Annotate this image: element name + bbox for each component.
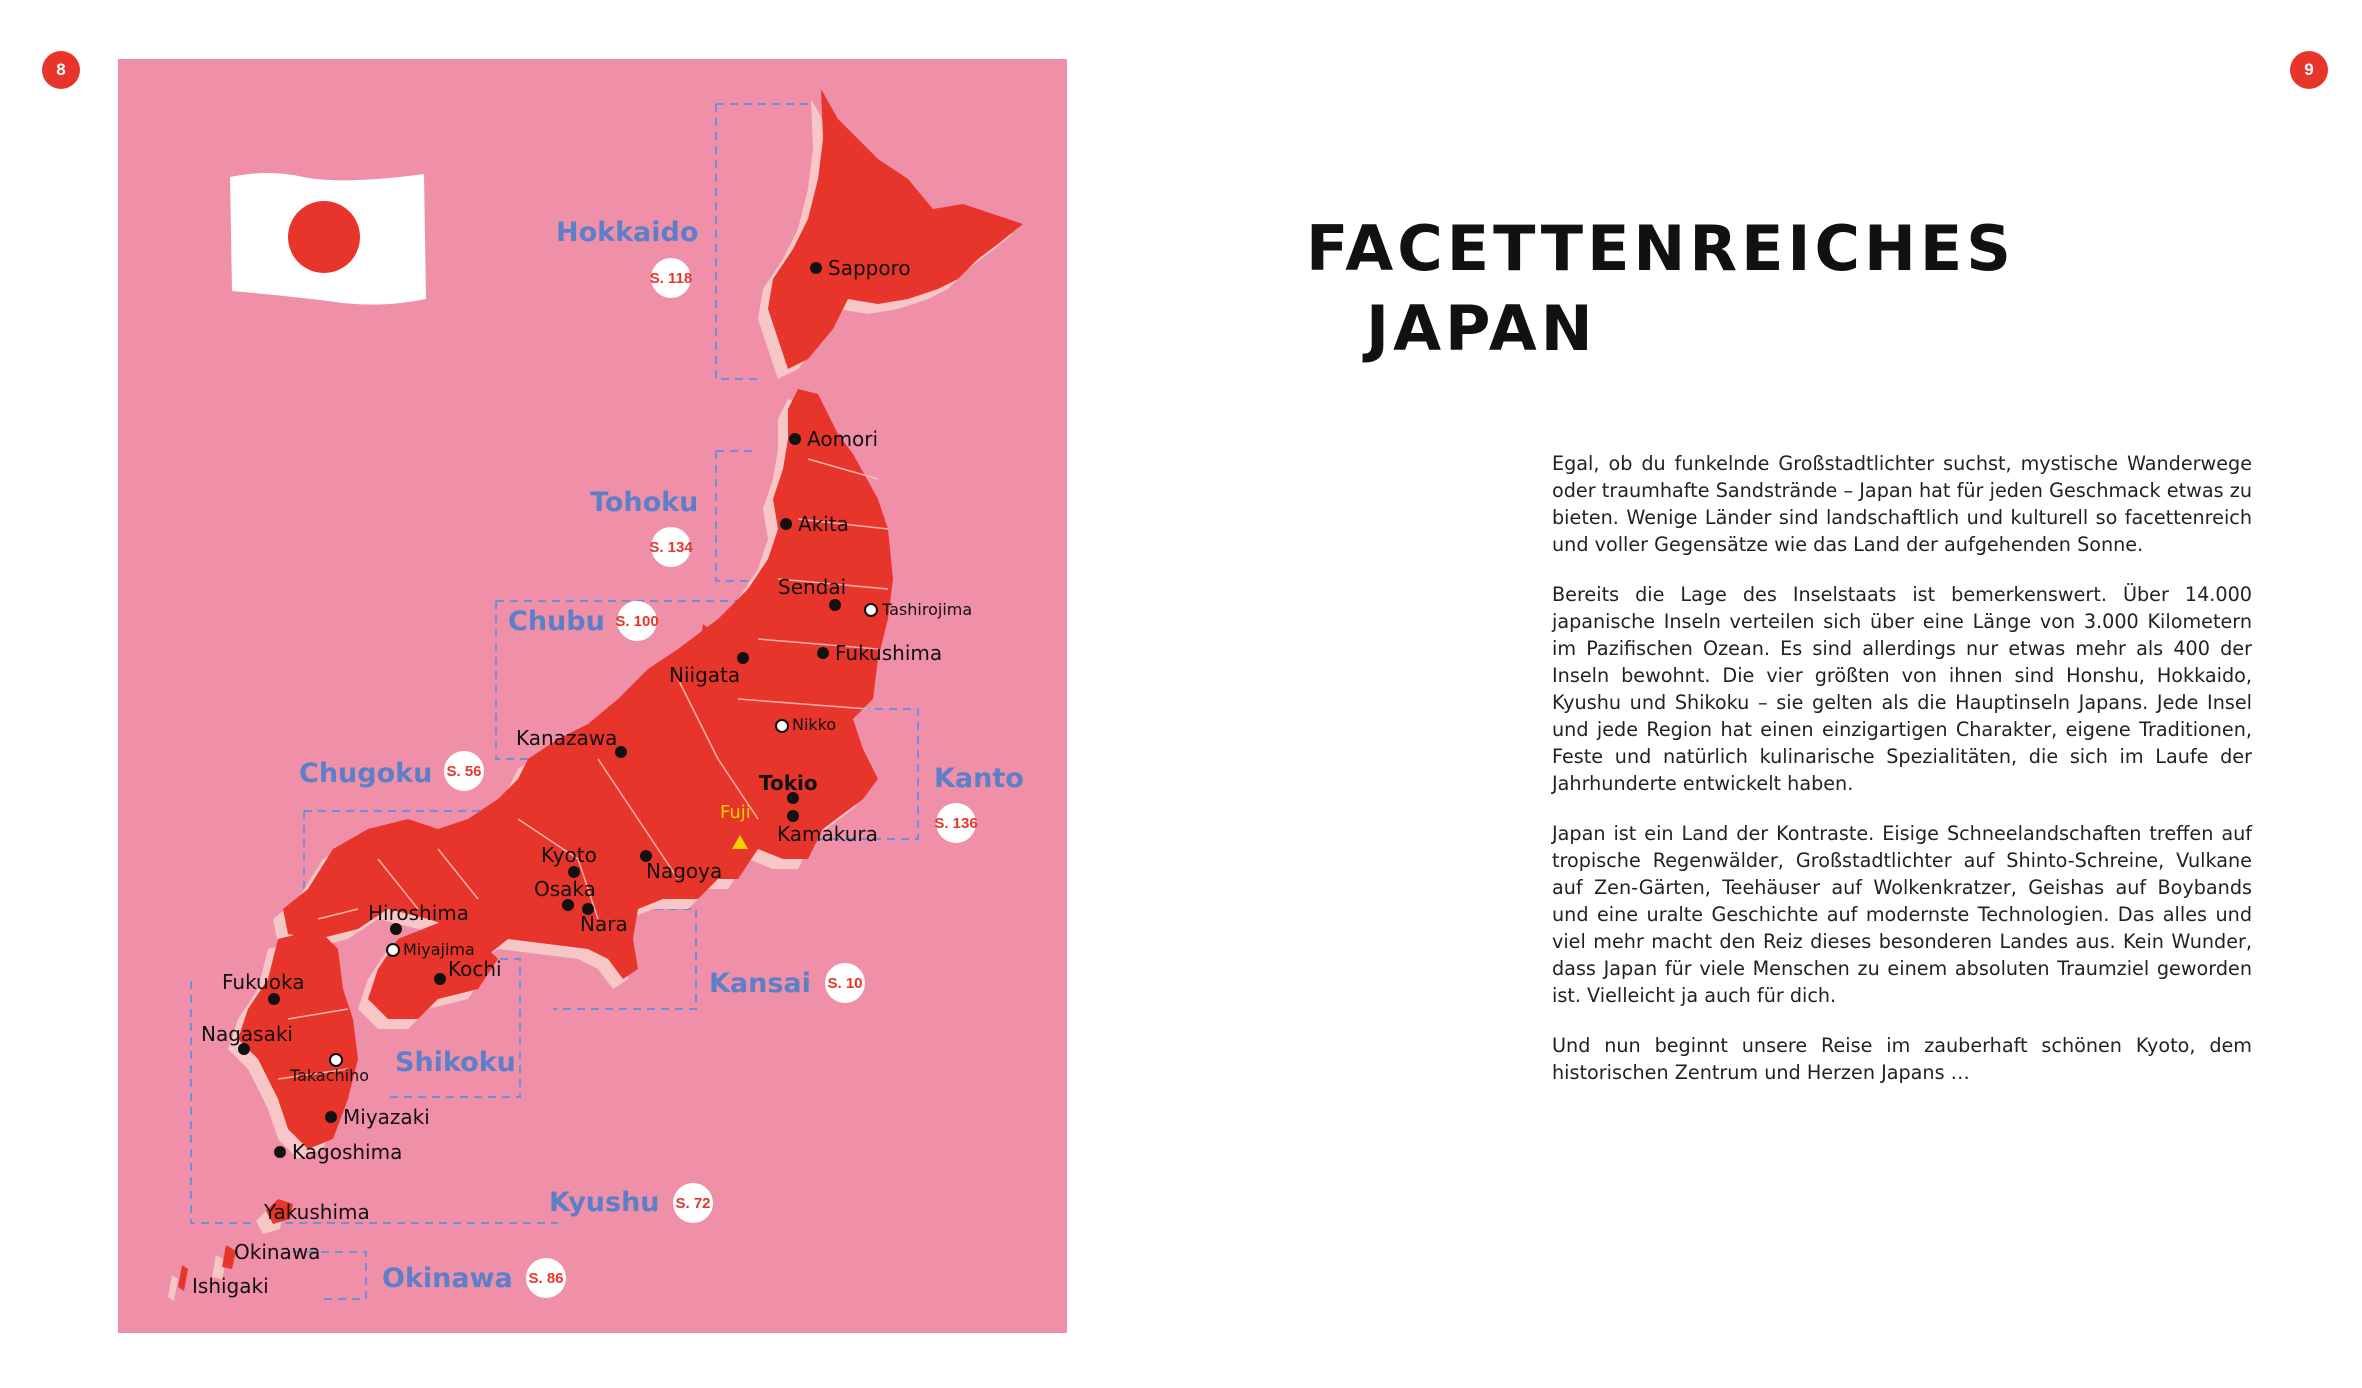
city-dot-miyazaki [325, 1111, 337, 1123]
page-badge-text-chubu: S. 100 [615, 613, 659, 630]
city-label-sapporo: Sapporo [828, 256, 911, 280]
paragraph-4: Und nun beginnt unsere Reise im zauberhaft schönen Kyoto, dem historischen Zentrum und Herzen Japans … [1552, 1034, 2252, 1084]
title-line2: JAPAN [1366, 292, 1597, 365]
city-label-kagoshima: Kagoshima [292, 1140, 403, 1164]
sight-marker-tashirojima [865, 604, 877, 616]
city-dot-fukushima [817, 647, 829, 659]
city-label-fukuoka: Fukuoka [222, 970, 305, 994]
sight-label-tashirojima: Tashirojima [882, 600, 973, 619]
city-label-nagoya: Nagoya [646, 859, 723, 883]
sight-label-takachiho: Takachiho [290, 1066, 370, 1085]
city-label-niigata: Niigata [669, 663, 741, 687]
page-badge-text-kyushu: S. 72 [675, 1195, 711, 1212]
page-badge-text-hokkaido: S. 118 [649, 270, 693, 287]
city-dot-aomori [789, 433, 801, 445]
city-dot-kochi [434, 973, 446, 985]
sight-marker-takachiho [330, 1054, 342, 1066]
city-dot-kagoshima [274, 1146, 286, 1158]
paragraph-2: Bereits die Lage des Inselstaats ist bemerkenswert. Über 14.000 japanische Inseln verteilen sich über eine Länge von 3.000 Kilometern im Pazifischen Ozean. Es sind allerdings nur etwas mehr als 400 der Inseln bewohnt. Die vier größten von ihnen sind Honshu, Hokkaido, Kyushu und Shikoku – sie gelten als die Hauptinseln Japans. Jede Insel und jede Region hat einen einzigartigen Charakter, eigene Traditionen, Feste und natürlich kulinarische Spezialitäten, die sich im Laufe der Jahrhunderte entwickelt haben. [1552, 583, 2252, 795]
page-badge-text-tohoku: S. 134 [649, 539, 693, 556]
city-label-kyoto: Kyoto [541, 843, 597, 867]
city-label-akita: Akita [798, 512, 849, 536]
city-label-osaka: Osaka [534, 877, 596, 901]
sight-marker-nikko [776, 720, 788, 732]
city-label-sendai: Sendai [778, 575, 847, 599]
city-label-aomori: Aomori [807, 427, 879, 451]
page-badge-text-kanto: S. 136 [934, 815, 978, 832]
page-badge-text-kansai: S. 10 [827, 975, 863, 992]
paragraph-1: Egal, ob du funkelnde Großstadtlichter suchst, mystische Wanderwege oder traumhafte Sandstrände – Japan hat für jeden Geschmack etwas zu bieten. Wenige Länder sind landschaftlich und kulturell so facettenreich und voller Gegensätze wie das Land der aufgehenden Sonne. [1552, 452, 2252, 556]
region-label-kansai: Kansai [709, 968, 811, 999]
ishigaki-island [178, 1265, 188, 1291]
hokkaido-island [768, 89, 1023, 369]
fuji-label: Fuji [720, 802, 751, 823]
region-label-kanto: Kanto [934, 763, 1024, 794]
city-label-hiroshima: Hiroshima [368, 901, 470, 925]
region-label-okinawa: Okinawa [382, 1263, 513, 1294]
page-number-right: 9 [2290, 51, 2328, 89]
region-label-chugoku: Chugoku [299, 758, 433, 789]
paragraph-3: Japan ist ein Land der Kontraste. Eisige Schneelandschaften treffen auf tropische Regenwälder, Großstadtlichter auf Shinto-Schreine, Vulkane auf Zen-Gärten, Teehäuser auf Wolkenkratzer, Geishas auf Boybands und eine uralte Geschichte auf modernste Technologien. Das alles und viel mehr macht den Reiz dieses besonderen Landes aus. Kein Wunder, dass Japan für viele Menschen zu einem absoluten Traumziel geworden ist. Vielleicht ja auch für dich. [1552, 822, 2252, 1007]
city-label-ishigaki: Ishigaki [192, 1274, 269, 1298]
region-label-tohoku: Tohoku [590, 487, 699, 518]
japan-map [118, 59, 1067, 1333]
page-badge-text-okinawa: S. 86 [528, 1270, 564, 1287]
city-label-okinawa: Okinawa [234, 1240, 321, 1264]
city-label-fukushima: Fukushima [835, 641, 943, 665]
city-label-miyazaki: Miyazaki [343, 1105, 430, 1129]
city-label-nagasaki: Nagasaki [201, 1022, 293, 1046]
title-line1: FACETTENREICHES [1306, 212, 2015, 285]
city-dot-sapporo [810, 262, 822, 274]
body-text [1552, 450, 2252, 1109]
region-label-kyushu: Kyushu [549, 1187, 660, 1218]
city-label-kochi: Kochi [448, 957, 502, 981]
region-label-shikoku: Shikoku [395, 1047, 516, 1078]
city-dot-fukuoka [268, 993, 280, 1005]
region-label-hokkaido: Hokkaido [556, 217, 699, 248]
city-label-yakushima: Yakushima [264, 1200, 370, 1224]
city-dot-kamakura [787, 810, 799, 822]
city-dot-sendai [829, 599, 841, 611]
city-label-nara: Nara [580, 912, 628, 936]
sight-label-nikko: Nikko [792, 715, 837, 734]
city-label-tokio: Tokio [759, 771, 818, 795]
sight-label-miyajima: Miyajima [403, 940, 475, 959]
page-badge-text-chugoku: S. 56 [446, 763, 482, 780]
region-label-chubu: Chubu [508, 606, 605, 637]
sight-marker-miyajima [387, 944, 399, 956]
japan-flag-icon [230, 173, 426, 305]
city-label-kanazawa: Kanazawa [516, 726, 618, 750]
city-dot-akita [780, 518, 792, 530]
city-label-kamakura: Kamakura [777, 822, 878, 846]
page-number-left: 8 [42, 51, 80, 89]
